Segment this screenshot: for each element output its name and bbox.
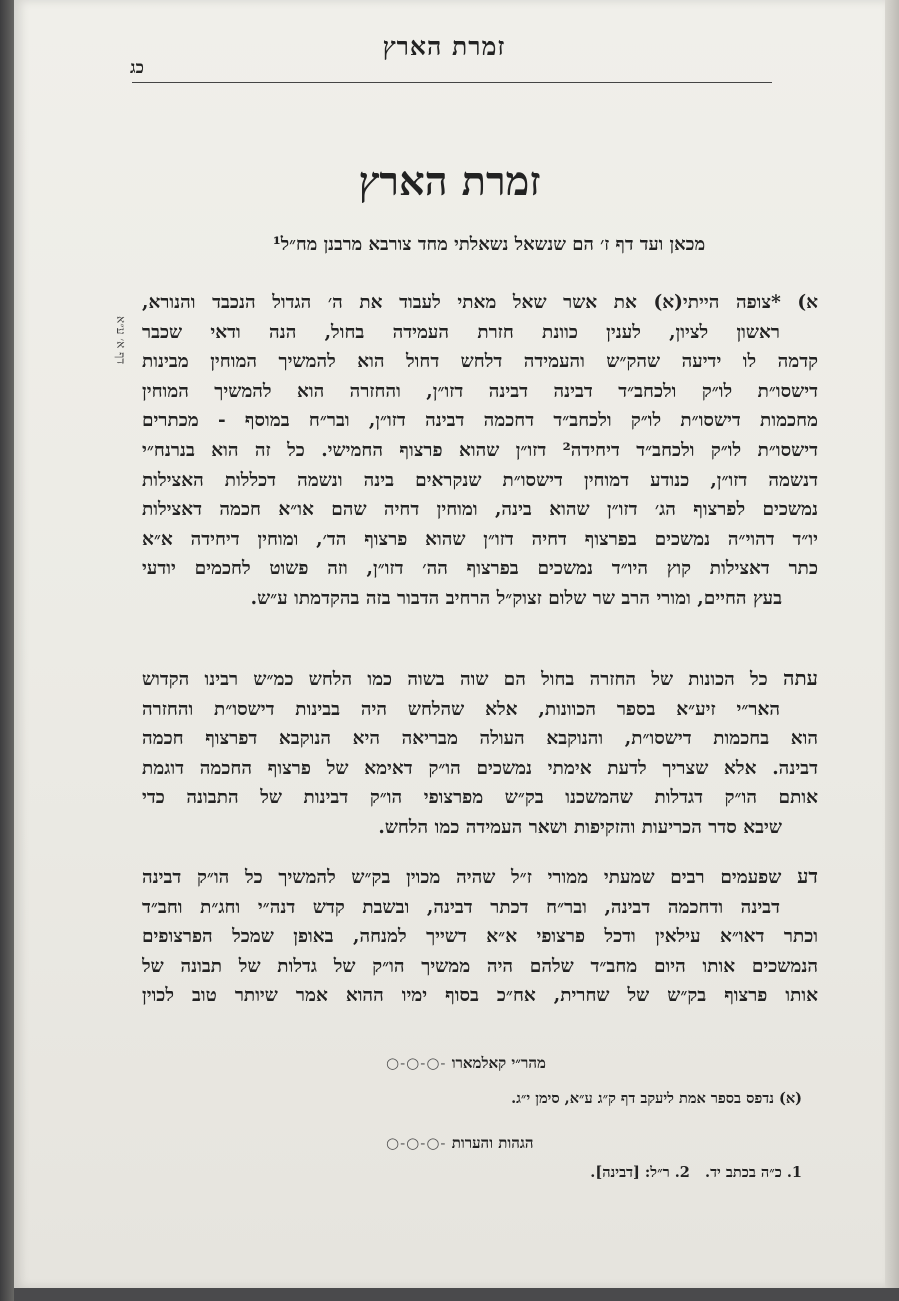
running-header-title: זמרת הארץ xyxy=(382,32,506,61)
bottom-edge xyxy=(14,1288,899,1301)
text-line: בעץ החיים, ומורי הרב שר שלום זצוק״ל הרחיב הדבור בזה בהקדמתו ע״ש. xyxy=(250,587,782,609)
text-line-rest: כל הכונות של החזרה בחול הם שוה בשוה כמו הלחש כמ״ש רבינו הקדוש xyxy=(142,669,768,690)
text-line: דבינה ודחכמה דבינה, ובר״ח דכתר דבינה, ובשבת קדש דנה״י וחג״ת וחב״ד xyxy=(142,896,780,918)
text-line: ראשון לציון, לענין כוונת חזרת העמידה בחול, הנה ודאי שכבר xyxy=(142,321,780,343)
text-line: וכתר דאו״א עילאין ודכל פרצופי א״א דשייך למנחה, באופן שמכל הפרצופים xyxy=(142,926,818,948)
page-number: כג xyxy=(130,58,144,78)
paragraph-2 xyxy=(142,664,818,843)
text-line xyxy=(142,862,818,893)
text-line xyxy=(142,664,818,695)
text-line: דבינה. אלא שצריך לדעת אימתי נמשכים הו״ק דאימא של פרצוף החכמה דוגמת xyxy=(142,757,818,779)
paragraph-lead-word: דע xyxy=(797,864,818,888)
text-line: אותו פרצוף בק״ש של שחרית, אח״כ בסוף ימיו ההוא אמר שיותר טוב לכוין xyxy=(142,985,818,1007)
text-line: מחכמות דישסו״ת לו״ק ולכחב״ד דחכמה דבינה דזו״ן, ובר״ח במוסף - מכתרים xyxy=(142,410,818,432)
text-line: דישסו״ת לו״ק ולכחב״ד דבינה דבינה דזו״ן, והחזרה הוא להמשיך המוחין xyxy=(142,380,818,402)
page-subtitle: מכאן ועד דף ז׳ הם שנשאל נשאלתי מחד צורבא מרבנן מח״ל¹ xyxy=(272,234,706,255)
text-line: דישסו״ת לו״ק ולכחב״ד דיחידה² דזו״ן שהוא פרצוף החמישי. כל זה הוא בנרנח״י xyxy=(142,439,818,461)
text-line: קדמה לו ידיעה שהק״ש והעמידה דלחש דחול הוא להמשיך המוחין מבינות xyxy=(142,351,818,373)
text-line: הוא בחכמות דישסו״ת, והנוקבא העולה מבריאה היא הנוקבא דפרצוף חכמה xyxy=(142,728,818,750)
text-line: הנמשכים אותו היום מחב״ד שלהם היה ממשיך הו״ק של גדלות של תבונה של xyxy=(142,955,818,977)
header-rule xyxy=(132,82,772,83)
footnote-divider-authors xyxy=(386,1054,546,1073)
footnote-divider-notes xyxy=(386,1134,533,1153)
text-line: נמשכים לפרצוף הג׳ דזו״ן שהוא בינה, ומוחין דחיה שהם או״א חכמה דאצילות xyxy=(142,499,818,521)
text-line-rest: שפעמים רבים שמעתי ממורי ז״ל שהיה מכוין בק״ש להמשיך כל הו״ק דבינה xyxy=(142,867,782,888)
footnote-source: (א) נדפס בספר אמת ליעקב דף ק״ג ע״א, סימן י״ג. xyxy=(511,1090,802,1107)
margin-reference: דף א׳ ע״א xyxy=(114,316,128,365)
ornament: -○-○-○ xyxy=(386,1054,447,1072)
page-title: זמרת הארץ xyxy=(358,158,541,205)
paragraph-3 xyxy=(142,862,818,1011)
text-line: שיבא סדר הכריעות והזקיפות ושאר העמידה כמו הלחש. xyxy=(378,816,782,838)
book-page xyxy=(14,0,885,1288)
paragraph-lead-word: עתה xyxy=(782,666,818,690)
page-edge xyxy=(885,0,899,1301)
ornament: -○-○-○ xyxy=(386,1134,447,1152)
text-line: א) *צופה הייתי(א) את אשר שאל מאתי לעבוד את ה׳ הגדול הנכבד והנורא, xyxy=(142,292,818,313)
text-line: כתר דאצילות קוץ היו״ד נמשכים בפרצוף הה׳ דזו״ן, וזה פשוט לחכמים יודעי xyxy=(142,558,818,580)
text-line: יו״ד דהוי״ה נמשכים בפרצוף דחיה דזו״ן שהוא פרצוף הד׳, ומוחין דיחידה א״א xyxy=(142,528,818,550)
divider-label: מהר״י קאלמארו xyxy=(451,1054,546,1072)
paragraph-1 xyxy=(142,288,818,614)
text-line: האר״י זיע״א בספר הכוונות, אלא שהלחש היה בבינות דישסו״ת והחזרה xyxy=(142,698,780,720)
divider-label: הגהות והערות xyxy=(451,1134,534,1152)
text-line: דנשמה דזו״ן, כנודע דמוחין דישסו״ת שנקראים בינה ונשמה דכללות האצילות xyxy=(142,469,818,491)
text-line: אותם הו״ק דגדלות שהמשכנו בק״ש מפרצופי הו״ק דבינות של התבונה כדי xyxy=(142,787,818,809)
footnote-notes: 1. כ״ה בכתב יד. 2. ר״ל: [דבינה]. xyxy=(590,1164,802,1181)
